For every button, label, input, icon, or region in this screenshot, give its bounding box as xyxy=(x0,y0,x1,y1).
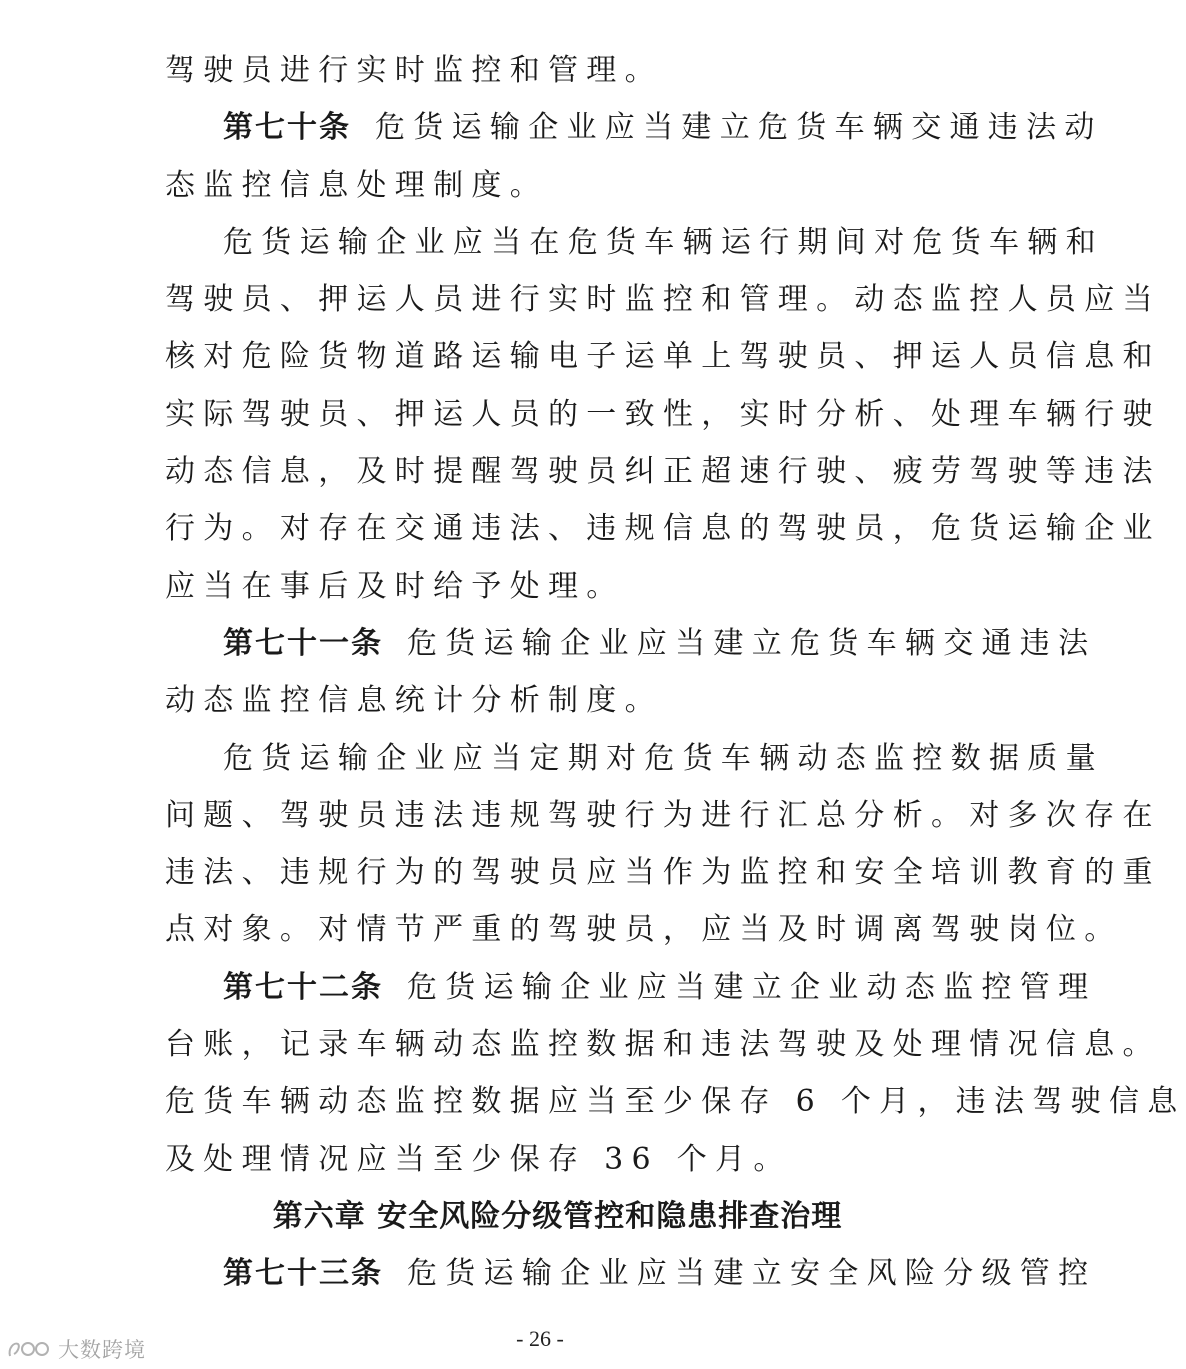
paragraph-line: 问题、驾驶员违法违规驾驶行为进行汇总分析。对多次存在 xyxy=(165,797,1161,833)
article-72-heading-line xyxy=(165,959,1097,1016)
paragraph-line: 驾驶员进行实时监控和管理。 xyxy=(165,53,663,88)
article-72-text: 危货运输企业应当建立企业动态监控管理 xyxy=(407,969,1097,1005)
paragraph-line: 实际驾驶员、押运人员的一致性，实时分析、处理车辆行驶 xyxy=(165,396,1161,432)
article-71-heading-line xyxy=(165,615,1097,672)
paragraph-line: 危货车辆动态监控数据应当至少保存 6 个月，违法驾驶信息 xyxy=(165,1084,1186,1120)
paragraph-line: 行为。对存在交通违法、违规信息的驾驶员，危货运输企业 xyxy=(165,511,1161,547)
article-72-title: 第七十二条 xyxy=(223,969,383,1005)
paragraph-line: 点对象。对情节严重的驾驶员，应当及时调离驾驶岗位。 xyxy=(165,912,1123,948)
article-73-heading-line xyxy=(165,1245,1097,1302)
article-70-title: 第七十条 xyxy=(223,110,351,146)
paragraph-line: 态监控信息处理制度。 xyxy=(165,167,548,203)
watermark-logo-icon xyxy=(6,1336,52,1362)
paragraph-line: 及处理情况应当至少保存 36 个月。 xyxy=(165,1141,792,1177)
article-70-heading-line xyxy=(165,99,1103,156)
paragraph-line: 驾驶员、押运人员进行实时监控和管理。动态监控人员应当 xyxy=(165,282,1161,318)
paragraph-line: 危货运输企业应当在危货车辆运行期间对危货车辆和 xyxy=(223,224,1104,260)
page-number: - 26 - xyxy=(516,1326,564,1351)
watermark-text: 大数跨境 xyxy=(58,1338,146,1362)
paragraph-line: 应当在事后及时给予处理。 xyxy=(165,568,625,604)
chapter-heading: 第六章 安全风险分级管控和隐患排查治理 xyxy=(272,1198,843,1234)
document-body xyxy=(165,42,1186,1303)
paragraph-line: 危货运输企业应当定期对危货车辆动态监控数据质量 xyxy=(223,740,1104,776)
paragraph-line: 动态监控信息统计分析制度。 xyxy=(165,683,663,719)
article-71-title: 第七十一条 xyxy=(223,625,383,661)
paragraph-line: 违法、违规行为的驾驶员应当作为监控和安全培训教育的重 xyxy=(165,855,1161,891)
paragraph-line: 台账，记录车辆动态监控数据和违法驾驶及处理情况信息。 xyxy=(165,1027,1161,1063)
paragraph-line: 核对危险货物道路运输电子运单上驾驶员、押运人员信息和 xyxy=(165,339,1161,375)
article-73-title: 第七十三条 xyxy=(223,1256,383,1292)
article-73-text: 危货运输企业应当建立安全风险分级管控 xyxy=(407,1256,1097,1292)
paragraph-line: 动态信息，及时提醒驾驶员纠正超速行驶、疲劳驾驶等违法 xyxy=(165,454,1161,490)
watermark xyxy=(6,1334,146,1364)
article-70-text: 危货运输企业应当建立危货车辆交通违法动 xyxy=(375,110,1103,146)
article-71-text: 危货运输企业应当建立危货车辆交通违法 xyxy=(407,625,1097,661)
